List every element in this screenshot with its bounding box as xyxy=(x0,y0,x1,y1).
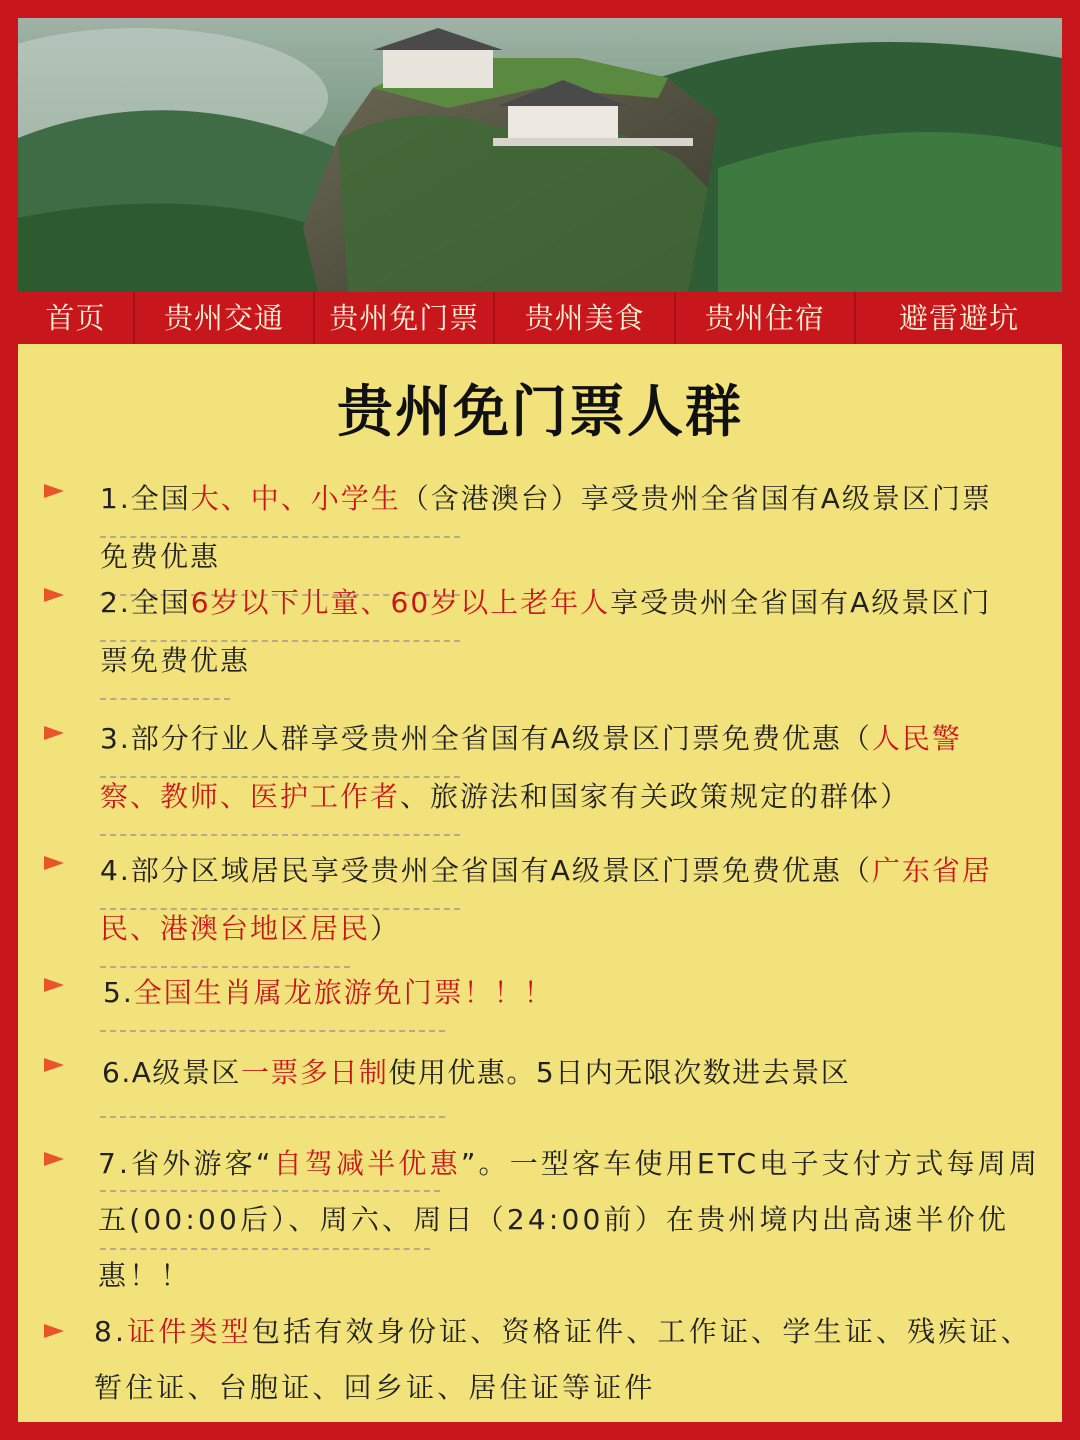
item-text-part: ”。一型客车使用ETC电子支付方式每周周五(00:00后）、周六、周日（24:00前）在贵州境内出高速半价优惠！！ xyxy=(98,1147,1041,1292)
item-highlight: 大、中、小学生 xyxy=(190,482,401,515)
item-text-part: ） xyxy=(370,912,401,945)
page-title: 贵州免门票人群 xyxy=(337,380,743,445)
item-highlight: 一票多日制 xyxy=(240,1056,389,1089)
item-highlight: 自驾减半优惠 xyxy=(273,1147,461,1180)
dashed-underline xyxy=(100,834,460,836)
dashed-underline xyxy=(100,698,230,700)
dashed-underline xyxy=(100,1030,445,1032)
dashed-underline xyxy=(100,1190,440,1192)
item-text xyxy=(100,470,1020,586)
arrow-bullet-icon xyxy=(44,484,64,498)
item-text-part: 包括有效身份证、资格证件、工作证、学生证、残疾证、暂住证、台胞证、回乡证、居住证等证件 xyxy=(94,1315,1032,1404)
arrow-bullet-icon xyxy=(44,856,64,870)
item-text-part: 享受贵州全省国有A级景区门票免费优惠 xyxy=(100,586,992,677)
item-text xyxy=(102,1044,1022,1102)
item-text-part: 5. xyxy=(103,976,134,1009)
item-text-part: 6.A级景区 xyxy=(102,1056,241,1089)
arrow-bullet-icon xyxy=(44,1058,64,1072)
dashed-underline xyxy=(100,1248,430,1250)
item-highlight: 证件类型 xyxy=(127,1315,252,1348)
item-text-part: 7.省外游客“ xyxy=(98,1147,274,1180)
item-text-part: 8. xyxy=(94,1315,128,1348)
poster xyxy=(18,18,1062,1422)
item-text-part: （含港澳台）享受贵州全省国有A级景区门票免费优惠 xyxy=(100,482,992,573)
nav-tab-free-tickets[interactable]: 贵州免门票 xyxy=(315,292,495,344)
arrow-bullet-icon xyxy=(44,1152,64,1166)
nav-tab-lodging[interactable]: 贵州住宿 xyxy=(676,292,856,344)
item-text xyxy=(100,842,1020,958)
nav-bar xyxy=(18,292,1062,344)
item-text-part: 使用优惠。5日内无限次数进去景区 xyxy=(388,1056,851,1089)
item-highlight: 6岁以下儿童、60岁以上老年人 xyxy=(190,586,611,619)
item-text-part: 3.部分行业人群享受贵州全省国有A级景区门票免费优惠（ xyxy=(100,722,872,755)
item-text xyxy=(100,574,1020,690)
dashed-underline xyxy=(100,1116,445,1118)
nav-tab-food[interactable]: 贵州美食 xyxy=(495,292,675,344)
item-text-part: 4.部分区域居民享受贵州全省国有A级景区门票免费优惠（ xyxy=(100,854,872,887)
item-text xyxy=(98,1136,1053,1304)
item-text xyxy=(100,710,1020,826)
item-text-part: 2.全国 xyxy=(100,586,191,619)
item-text-part: 1.全国 xyxy=(100,482,191,515)
item-text-part: 、旅游法和国家有关政策规定的群体） xyxy=(400,780,911,813)
dashed-underline xyxy=(100,640,460,642)
arrow-bullet-icon xyxy=(44,726,64,740)
nav-tab-transport[interactable]: 贵州交通 xyxy=(135,292,315,344)
dashed-underline xyxy=(100,536,460,538)
dashed-underline xyxy=(100,908,460,910)
dashed-underline xyxy=(100,776,460,778)
item-highlight: 人民警察、教师、医护工作者 xyxy=(100,722,962,813)
nav-tab-home[interactable]: 首页 xyxy=(18,292,135,344)
item-highlight: 广东省居民、港澳台地区居民 xyxy=(100,854,992,945)
arrow-bullet-icon xyxy=(44,588,64,602)
item-text xyxy=(103,964,1023,1022)
mountain-illustration xyxy=(18,18,1062,292)
hero-mountain-image xyxy=(18,18,1062,292)
item-text xyxy=(94,1304,1044,1416)
arrow-bullet-icon xyxy=(44,1324,64,1338)
arrow-bullet-icon xyxy=(44,978,64,992)
item-highlight: 全国生肖属龙旅游免门票！！！ xyxy=(133,976,554,1009)
nav-tab-pitfalls[interactable]: 避雷避坑 xyxy=(899,301,1020,335)
